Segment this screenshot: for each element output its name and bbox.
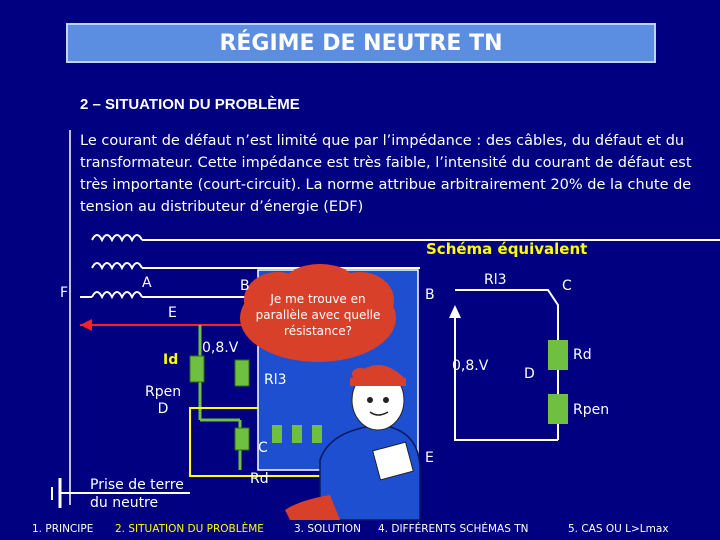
label-a: A <box>142 275 152 291</box>
label-c: C <box>258 440 268 456</box>
transformer-coils <box>92 235 142 297</box>
label-prise-de-terre: Prise de terre du neutre <box>90 477 184 511</box>
problem-paragraph: Le courant de défaut n’est limité que par l’impédance : des câbles, du défaut et du transformateur. Cette impédance est très faible, l’intensité du courant de défaut est très importante (court-circuit). La norme attribue arbitrairement 20% de la chute de tension au distributeur d’énergie (EDF) <box>80 133 692 215</box>
equiv-label-rl3: Rl3 <box>484 272 507 288</box>
thought-bubble-text: Je me trouve en parallèle avec quelle résistance? <box>255 292 381 338</box>
load-components <box>272 425 322 443</box>
nav-link-cas[interactable]: 5. CAS OU L>Lmax <box>568 523 669 535</box>
section-heading: 2 – SITUATION DU PROBLÈME <box>80 96 300 113</box>
nav-link-solution[interactable]: 3. SOLUTION <box>294 523 361 535</box>
neutral-arrow <box>80 319 92 331</box>
equiv-label-c: C <box>562 278 572 294</box>
navigation-bar <box>0 519 720 540</box>
label-f: F <box>60 285 69 301</box>
equiv-label-b: B <box>425 287 435 303</box>
equiv-label-rpen: Rpen <box>573 402 610 418</box>
equiv-label-rd: Rd <box>573 347 592 363</box>
label-rd: Rd <box>250 471 269 487</box>
equiv-label-e: E <box>425 450 434 466</box>
nav-link-situation[interactable]: 2. SITUATION DU PROBLÈME <box>115 523 264 535</box>
label-rl3: Rl3 <box>264 372 287 388</box>
label-e: E <box>168 305 177 321</box>
equiv-label-08v: 0,8.V <box>452 358 489 374</box>
label-rpen-d: Rpen D <box>145 384 182 417</box>
equivalent-title: Schéma équivalent <box>426 240 588 258</box>
label-b: B <box>240 278 250 294</box>
nav-link-schemas[interactable]: 4. DIFFÉRENTS SCHÉMAS TN <box>378 523 529 535</box>
page-title: RÉGIME DE NEUTRE TN <box>219 30 503 56</box>
label-08v: 0,8.V <box>202 340 239 356</box>
voltage-arrow <box>449 305 461 318</box>
label-id: Id <box>163 352 179 368</box>
equiv-label-d: D <box>524 366 535 382</box>
nav-link-principe[interactable]: 1. PRINCIPE <box>32 523 94 535</box>
